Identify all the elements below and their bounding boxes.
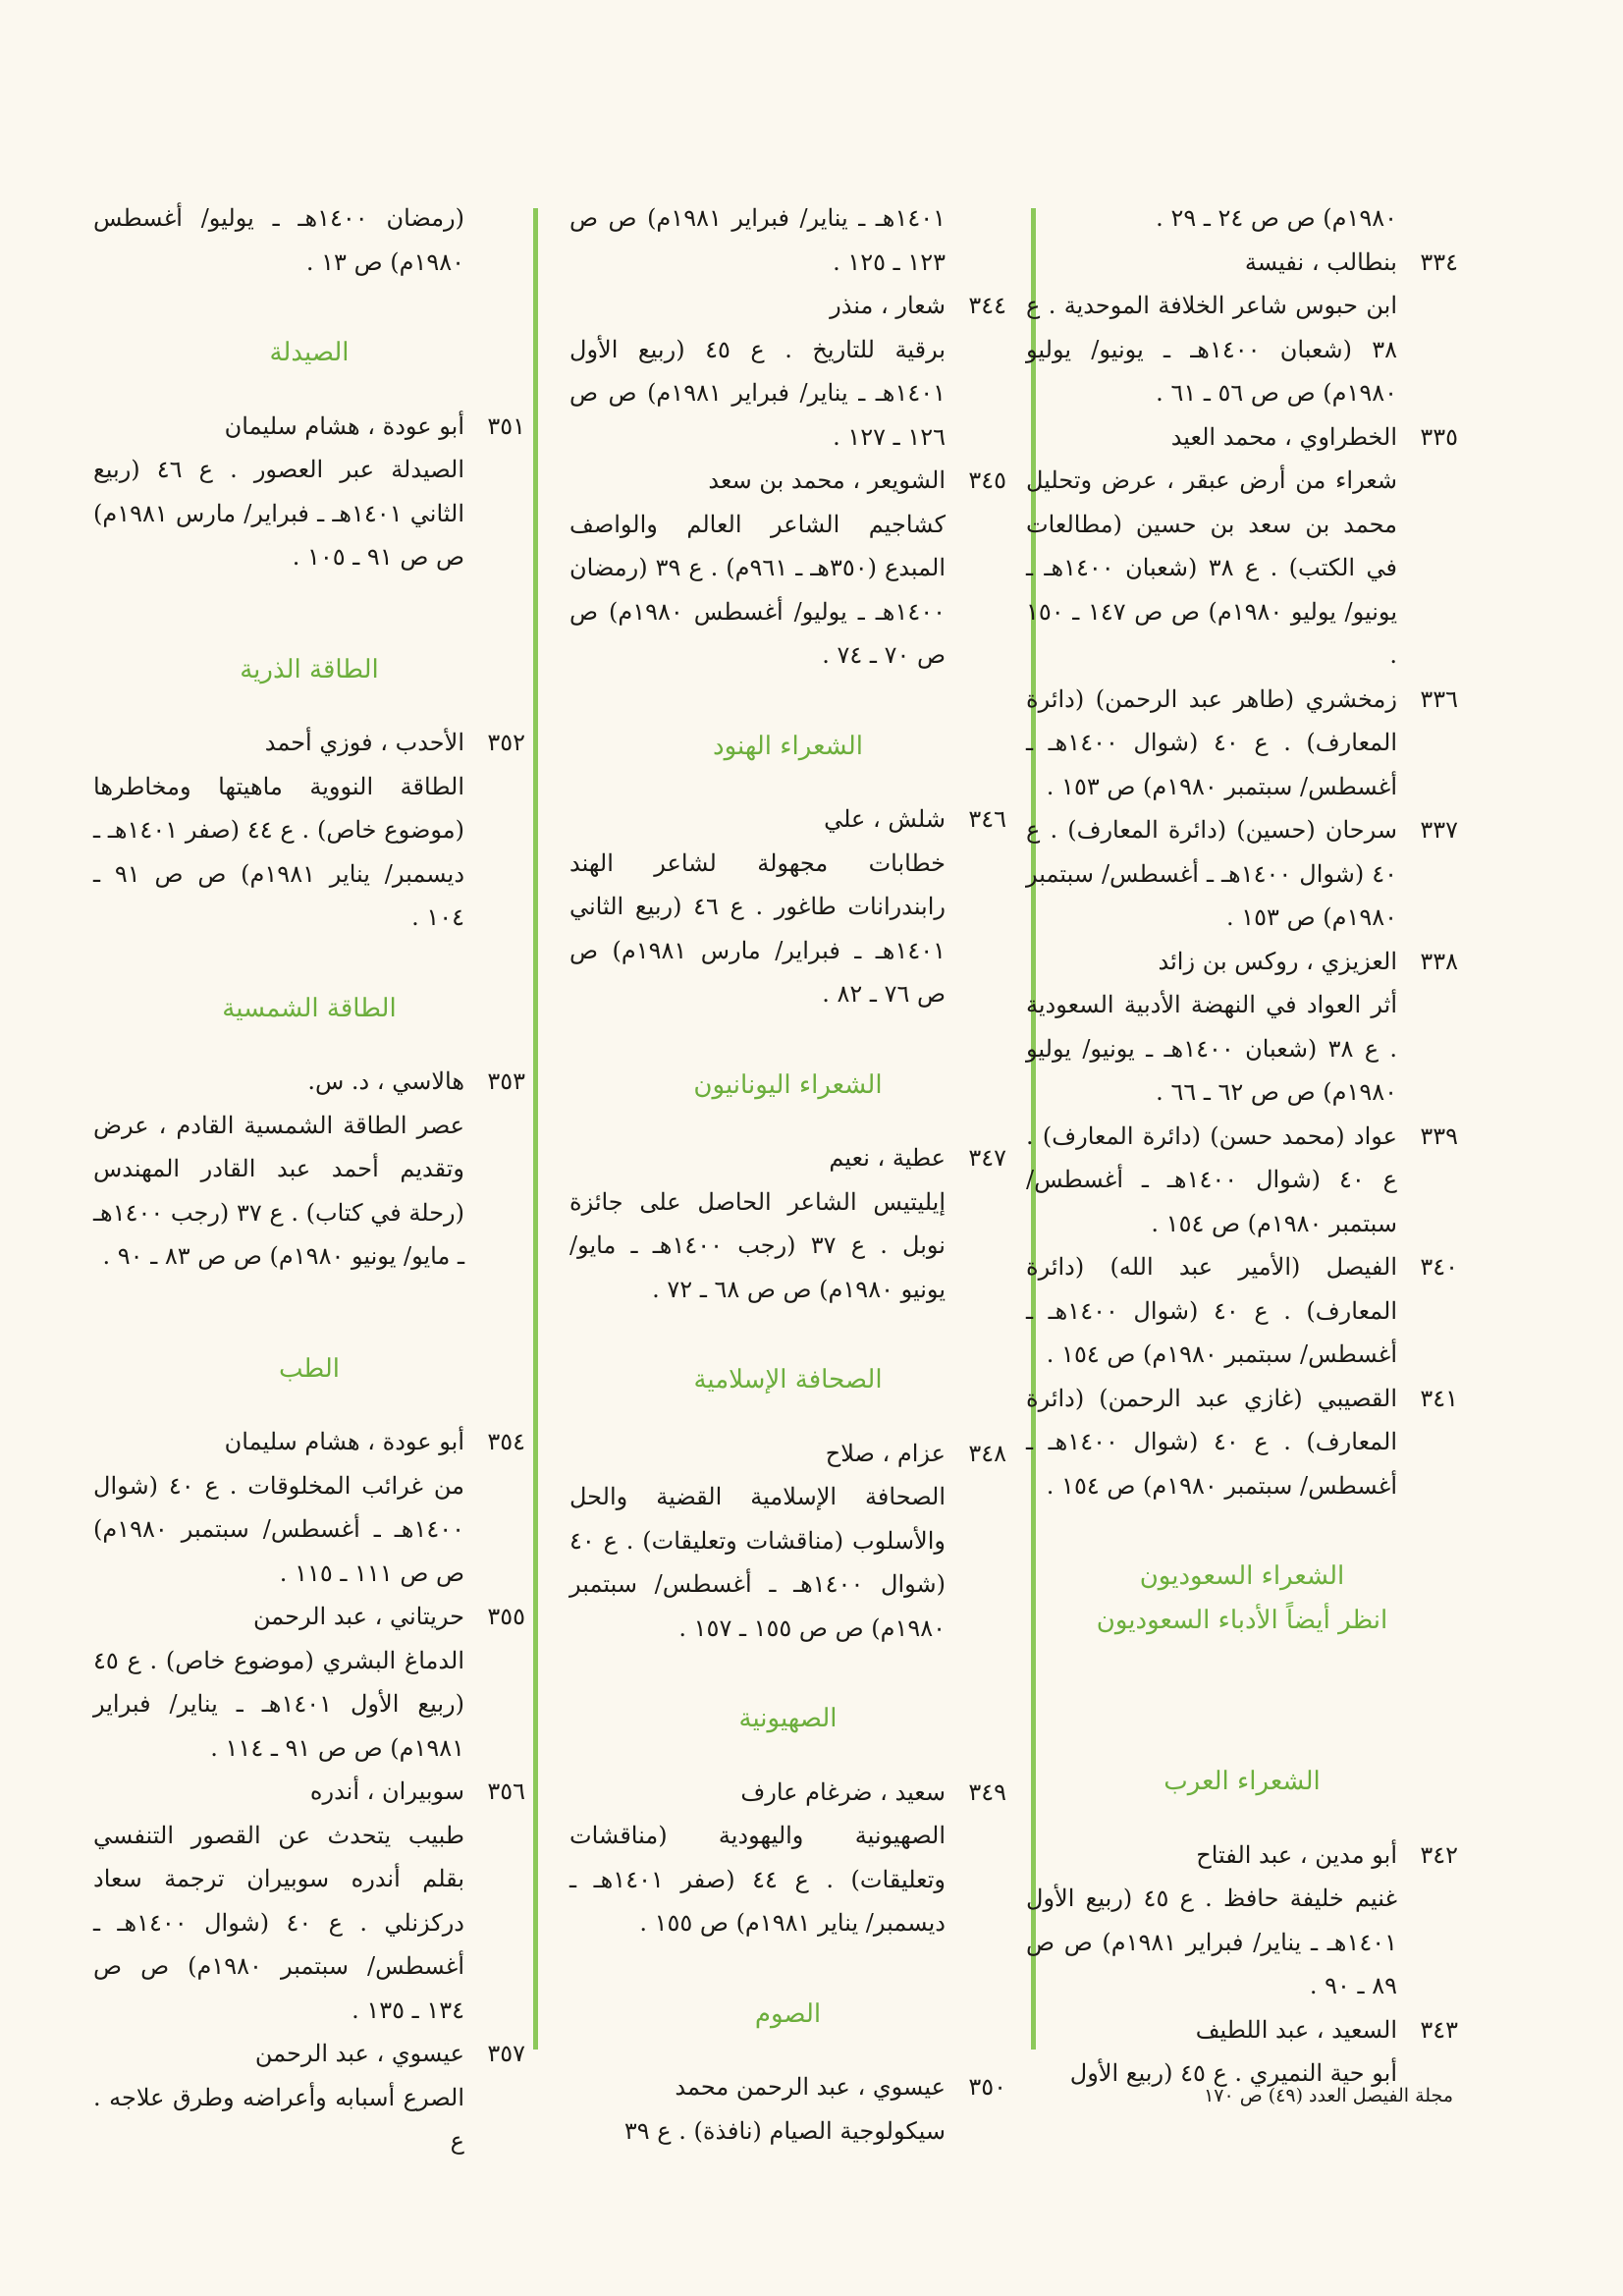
index-entry (569, 797, 1006, 1016)
index-entry (1026, 241, 1458, 415)
section-heading-medicine: الطب (278, 1353, 340, 1384)
entry-number: ٣٣٨ (1420, 947, 1458, 975)
entry-text: أثر العواد في النهضة الأدبية السعودية . ع ٣٨ (شعبان ١٤٠٠هـ ـ يونيو/ يوليو ١٩٨٠م) ص ص ٦٢ ـ ٦٦ . (1026, 991, 1397, 1106)
entry-text: غنيم خليفة حافظ . ع ٤٥ (ربيع الأول ١٤٠١هـ ـ يناير/ فبراير ١٩٨١م) ص ص ٨٩ ـ ٩٠ . (1026, 1885, 1397, 1999)
entry-text: زمخشري (طاهر عبد الرحمن) (دائرة المعارف) . ع ٤٠ (شوال ١٤٠٠هـ ـ أغسطس/ سبتمبر ١٩٨٠م) ص ١٥٣ . (1026, 684, 1397, 800)
index-entry (569, 459, 1006, 678)
entry-number: ٣٥٧ (487, 2040, 525, 2067)
entry-number: ٣٤٩ (968, 1777, 1006, 1806)
entry-author: الأحدب ، فوزي أحمد (264, 729, 464, 756)
entry-number: ٣٤٠ (1420, 1253, 1458, 1281)
index-entry (1026, 808, 1458, 940)
index-entry (93, 1060, 525, 1279)
index-entry (1026, 678, 1458, 809)
entry-number: ٣٣٧ (1420, 816, 1458, 844)
index-entry (1026, 1833, 1458, 2008)
entry-author: هالاسي ، د. س. (307, 1067, 464, 1095)
entry-number: ٣٣٥ (1420, 422, 1458, 451)
entry-author: شلش ، علي (824, 805, 946, 833)
entry-text: شعراء من أرض عبقر ، عرض وتحليل محمد بن سعد بن حسين (مطالعات في الكتب) . ع ٣٨ (شعبان ١٤٠٠هـ ـ يونيو/ يوليو ١٩٨٠م) ص ص ١٤٧ ـ ١٥٠ . (1026, 466, 1398, 669)
entry-text: الصهيونية واليهودية (مناقشات وتعليقات) . ع ٤٤ (صفر ١٤٠١هـ ـ ديسمبر/ يناير ١٩٨١م) ص ١٥٥ . (569, 1822, 946, 1937)
index-entry (93, 721, 525, 940)
index-entry (93, 405, 525, 579)
entry-author: عيسوي ، عبد الرحمن محمد (675, 2073, 946, 2101)
entry-number: ٣٤٦ (968, 805, 1006, 833)
entry-number: ٣٥٤ (487, 1428, 525, 1455)
entry-number: ٣٥٠ (968, 2073, 1006, 2101)
continued-entry (569, 196, 1006, 284)
entry-text: من غرائب المخلوقات . ع ٤٠ (شوال ١٤٠٠هـ ـ أغسطس/ سبتمبر ١٩٨٠م) ص ص ١١١ ـ ١١٥ . (93, 1471, 464, 1587)
index-entry (1026, 1377, 1458, 1508)
entry-author: عطية ، نعيم (829, 1144, 946, 1172)
entry-text: كشاجيم الشاعر العالم والواصف المبدع (٣٥٠هـ ـ ٩٦١م) . ع ٣٩ (رمضان ١٤٠٠هـ ـ يوليو/ أغسطس ١٩٨٠م) ص ص ٧٠ ـ ٧٤ . (569, 510, 946, 669)
entry-author: أبو مدين ، عبد الفتاح (1196, 1840, 1397, 1869)
entry-author: أبو عودة ، هشام سليمان (224, 411, 464, 440)
section-heading-islamic-press: الصحافة الإسلامية (693, 1365, 883, 1394)
index-entry (1026, 2008, 1458, 2096)
entry-number: ٣٤٣ (1420, 2015, 1458, 2044)
entry-author: شعار ، منذر (830, 292, 946, 319)
column-right (1026, 196, 1458, 2096)
entry-number: ٣٣٩ (1420, 1121, 1458, 1150)
index-entry (1026, 415, 1458, 678)
entry-author: عزام ، صلاح (825, 1439, 946, 1467)
index-entry (93, 2032, 525, 2163)
entries-list (93, 1420, 525, 2163)
entry-author: سوبيران ، أندره (309, 1777, 464, 1805)
entry-text: خطابات مجهولة لشاعر الهند رابندرانات طاغور . ع ٤٦ (ربيع الثاني ١٤٠١هـ ـ فبراير/ مارس ١٩٨١م) ص ص ٧٦ ـ ٨٢ . (569, 848, 946, 1008)
entry-text: عواد (محمد حسن) (دائرة المعارف) . ع ٤٠ (شوال ١٤٠٠هـ ـ أغسطس/ سبتمبر ١٩٨٠م) ص ١٥٤ . (1026, 1121, 1397, 1237)
entry-number: ٣٤١ (1420, 1384, 1458, 1412)
index-entry (1026, 1245, 1458, 1377)
entry-number: ٣٥٦ (487, 1777, 525, 1805)
entries-list (569, 284, 1006, 678)
entries-list (1026, 241, 1458, 1508)
entry-text: ابن حبوس شاعر الخلافة الموحدية . ع ٣٨ (شعبان ١٤٠٠هـ ـ يونيو/ يوليو ١٩٨٠م) ص ص ٥٦ ـ ٦١ . (1026, 292, 1397, 407)
column-middle (569, 196, 1006, 2153)
section-see-also: انظر أيضاً الأدباء السعوديون (1096, 1605, 1388, 1635)
entry-number: ٣٤٤ (968, 292, 1006, 319)
entry-text: الطاقة النووية ماهيتها ومخاطرها (موضوع خاص) . ع ٤٤ (صفر ١٤٠١هـ ـ ديسمبر/ يناير ١٩٨١م) ص ص ٩١ ـ ١٠٤ . (93, 772, 465, 931)
entry-text: القصيبي (غازي عبد الرحمن) (دائرة المعارف) . ع ٤٠ (شوال ١٤٠٠هـ ـ أغسطس/ سبتمبر ١٩٨٠م) ص ١٥٤ . (1026, 1384, 1397, 1500)
section-heading-saudi-poets: الشعراء السعوديون (1139, 1561, 1345, 1591)
entry-text: ١٤٠١هـ ـ يناير/ فبراير ١٩٨١م) ص ص ١٢٣ ـ ١٢٥ . (569, 204, 946, 276)
entry-text: الصحافة الإسلامية القضية والحل والأسلوب (مناقشات وتعليقات) . ع ٤٠ (شوال ١٤٠٠هـ ـ أغسطس/ سبتمبر ١٩٨٠م) ص ص ١٥٥ ـ ١٥٧ . (569, 1483, 946, 1642)
page-footer: مجلة الفيصل العدد (٤٩) ص ١٧٠ (1204, 2085, 1453, 2106)
entry-text: (رمضان ١٤٠٠هـ ـ يوليو/ أغسطس ١٩٨٠م) ص ١٣ . (93, 204, 464, 276)
entry-text: ١٩٨٠م) ص ص ٢٤ ـ ٢٩ . (1156, 204, 1397, 232)
entry-author: أبو عودة ، هشام سليمان (224, 1428, 464, 1455)
entry-text: طبيب يتحدث عن القصور التنفسي بقلم أندره سوبيران ترجمة سعاد دركزنلي . ع ٤٠ (شوال ١٤٠٠هـ ـ أغسطس/ سبتمبر ١٩٨٠م) ص ص ١٣٤ ـ ١٣٥ . (93, 1821, 464, 2024)
entry-number: ٣٤٧ (968, 1144, 1006, 1172)
section-heading-arab-poets: الشعراء العرب (1163, 1767, 1321, 1796)
section-heading-atomic-energy: الطاقة الذرية (240, 654, 379, 684)
entries-list (93, 721, 525, 940)
index-entry (93, 1595, 525, 1770)
section-heading-hindu-poets: الشعراء الهنود (713, 731, 863, 761)
entry-text: عصر الطاقة الشمسية القادم ، عرض وتقديم أحمد عبد القادر المهندس (رحلة في كتاب) . ع ٣٧ (رجب ١٤٠٠هـ ـ مايو/ يونيو ١٩٨٠م) ص ص ٨٣ ـ ٩٠ . (93, 1111, 464, 1270)
entry-number: ٣٤٨ (968, 1439, 1006, 1467)
index-entry (569, 284, 1006, 459)
column-rule-left (533, 208, 538, 2050)
entry-number: ٣٥٣ (487, 1067, 525, 1095)
entry-text: سرحان (حسين) (دائرة المعارف) . ع ٤٠ (شوال ١٤٠٠هـ ـ أغسطس/ سبتمبر ١٩٨٠م) ص ١٥٣ . (1026, 816, 1398, 931)
entry-number: ٣٣٦ (1420, 684, 1458, 713)
continued-entry (93, 196, 525, 284)
entry-text: الصرع أسبابه وأعراضه وطرق علاجه . ع (93, 2083, 464, 2155)
entry-text: برقية للتاريخ . ع ٤٥ (ربيع الأول ١٤٠١هـ ـ يناير/ فبراير ١٩٨١م) ص ص ١٢٦ ـ ١٢٧ . (569, 335, 947, 451)
entry-number: ٣٤٥ (968, 466, 1006, 494)
entry-text: سيكولوجية الصيام (نافذة) . ع ٣٩ (623, 2116, 946, 2145)
entry-number: ٣٤٢ (1420, 1840, 1458, 1869)
index-entry (1026, 940, 1458, 1115)
section-heading-fasting: الصوم (754, 1998, 822, 2029)
entry-number: ٣٥١ (487, 411, 525, 440)
section-heading-pharmacy: الصيدلة (269, 338, 350, 367)
entry-author: عيسوي ، عبد الرحمن (254, 2040, 464, 2067)
section-heading-solar-energy: الطاقة الشمسية (222, 993, 397, 1023)
entries-list (1026, 1833, 1458, 2096)
entry-author: السعيد ، عبد اللطيف (1195, 2015, 1397, 2044)
section-heading-greek-poets: الشعراء اليونانيون (693, 1069, 883, 1100)
index-entry (569, 1136, 1006, 1311)
index-entry (1026, 1115, 1458, 1246)
entry-number: ٣٣٤ (1420, 247, 1458, 276)
index-entry (569, 1771, 1006, 1945)
continued-entry (1026, 196, 1458, 241)
entries-list (569, 1771, 1006, 1945)
entry-author: حريتاني ، عبد الرحمن (253, 1603, 464, 1630)
entry-number: ٣٥٥ (487, 1603, 525, 1630)
entry-text: الصيدلة عبر العصور . ع ٤٦ (ربيع الثاني ١٤٠١هـ ـ فبراير/ مارس ١٩٨١م) ص ص ٩١ ـ ١٠٥ . (93, 456, 464, 571)
entry-text: الفيصل (الأمير عبد الله) (دائرة المعارف) . ع ٤٠ (شوال ١٤٠٠هـ ـ أغسطس/ سبتمبر ١٩٨٠م) ص ١٥٤ . (1026, 1253, 1397, 1368)
entries-list (93, 1060, 525, 1279)
entry-author: الخطراوي ، محمد العيد (1170, 422, 1397, 451)
index-entry (569, 1432, 1006, 1651)
entry-author: الشويعر ، محمد بن سعد (708, 466, 946, 494)
entry-text: إيليتيس الشاعر الحاصل على جائزة نوبل . ع ٣٧ (رجب ١٤٠٠هـ ـ مايو/ يونيو ١٩٨٠م) ص ص ٦٨ ـ ٧٢ . (569, 1187, 946, 1303)
entries-list (93, 405, 525, 579)
section-heading-zionism: الصهيونية (738, 1704, 838, 1733)
entries-list (569, 2065, 1006, 2153)
column-left (93, 196, 525, 2163)
entry-author: سعيد ، ضرغام عارف (740, 1777, 946, 1806)
index-entry (569, 2065, 1006, 2153)
index-entry (93, 1420, 525, 1595)
entry-text: أبو حية النميري . ع ٤٥ (ربيع الأول (1069, 2059, 1397, 2087)
entry-author: العزيزي ، روكس بن زائد (1158, 947, 1397, 975)
entry-number: ٣٥٢ (487, 729, 525, 756)
index-entry (93, 1770, 525, 2032)
entry-author: بنطالب ، نفيسة (1244, 247, 1397, 276)
entry-text: الدماغ البشري (موضوع خاص) . ع ٤٥ (ربيع الأول ١٤٠١هـ ـ يناير/ فبراير ١٩٨١م) ص ص ٩١ ـ ١١٤ . (93, 1646, 464, 1762)
entries-list (569, 1136, 1006, 1311)
entries-list (569, 1432, 1006, 1651)
entries-list (569, 797, 1006, 1016)
